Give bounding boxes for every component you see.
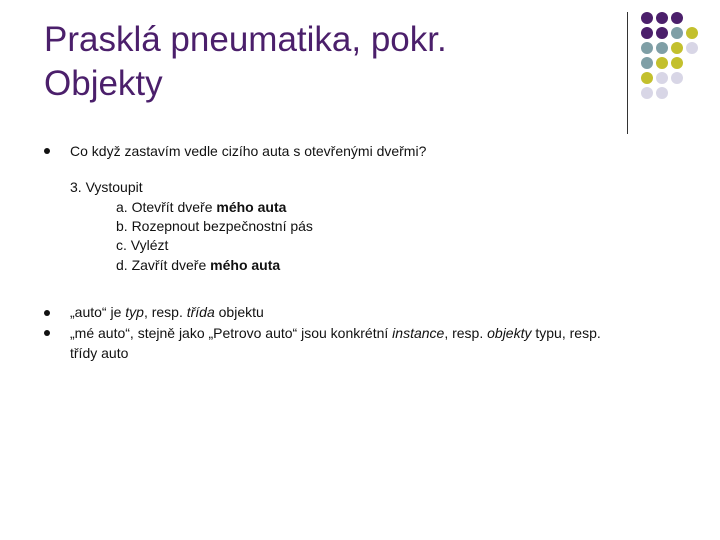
bullet-icon <box>44 148 50 154</box>
substep-c: c. Vylézt <box>116 237 169 253</box>
italic-run: objekty <box>487 325 532 341</box>
step-text: 3. Vystoupit <box>70 179 143 195</box>
substep-b: b. Rozepnout bezpečnostní pás <box>116 218 313 234</box>
bullet-3-text <box>70 324 601 342</box>
title-line-1: Prasklá pneumatika, pokr. <box>44 20 447 59</box>
text-run: , resp. <box>143 304 187 320</box>
text-run: objektu <box>214 304 264 320</box>
text-run: „auto“ je <box>70 304 126 320</box>
question-text: Co když zastavím vedle cizího auta s otevřenými dveřmi? <box>70 143 427 159</box>
substep-d <box>116 256 280 274</box>
title-line-2: Objekty <box>44 64 163 103</box>
substep-d-bold: mého auta <box>210 257 281 273</box>
substep-a <box>116 198 286 216</box>
substep-a-bold: mého auta <box>216 199 287 215</box>
substep-d-text: d. Zavřít dveře <box>116 257 211 273</box>
substep-a-text: a. Otevřít dveře <box>116 199 217 215</box>
italic-run: typ <box>125 304 144 320</box>
italic-run: třída <box>186 304 215 320</box>
text-run: , resp. <box>444 325 488 341</box>
italic-run: instance <box>392 325 445 341</box>
bullet-2-text <box>70 303 264 321</box>
bullet-3-continuation: třídy auto <box>70 345 129 361</box>
bullet-icon <box>44 310 50 316</box>
text-run: „mé auto“, stejně jako „Petrovo auto“ jsou konkrétní <box>70 325 393 341</box>
text-run: typu, resp. <box>531 325 601 341</box>
bullet-icon <box>44 330 50 336</box>
